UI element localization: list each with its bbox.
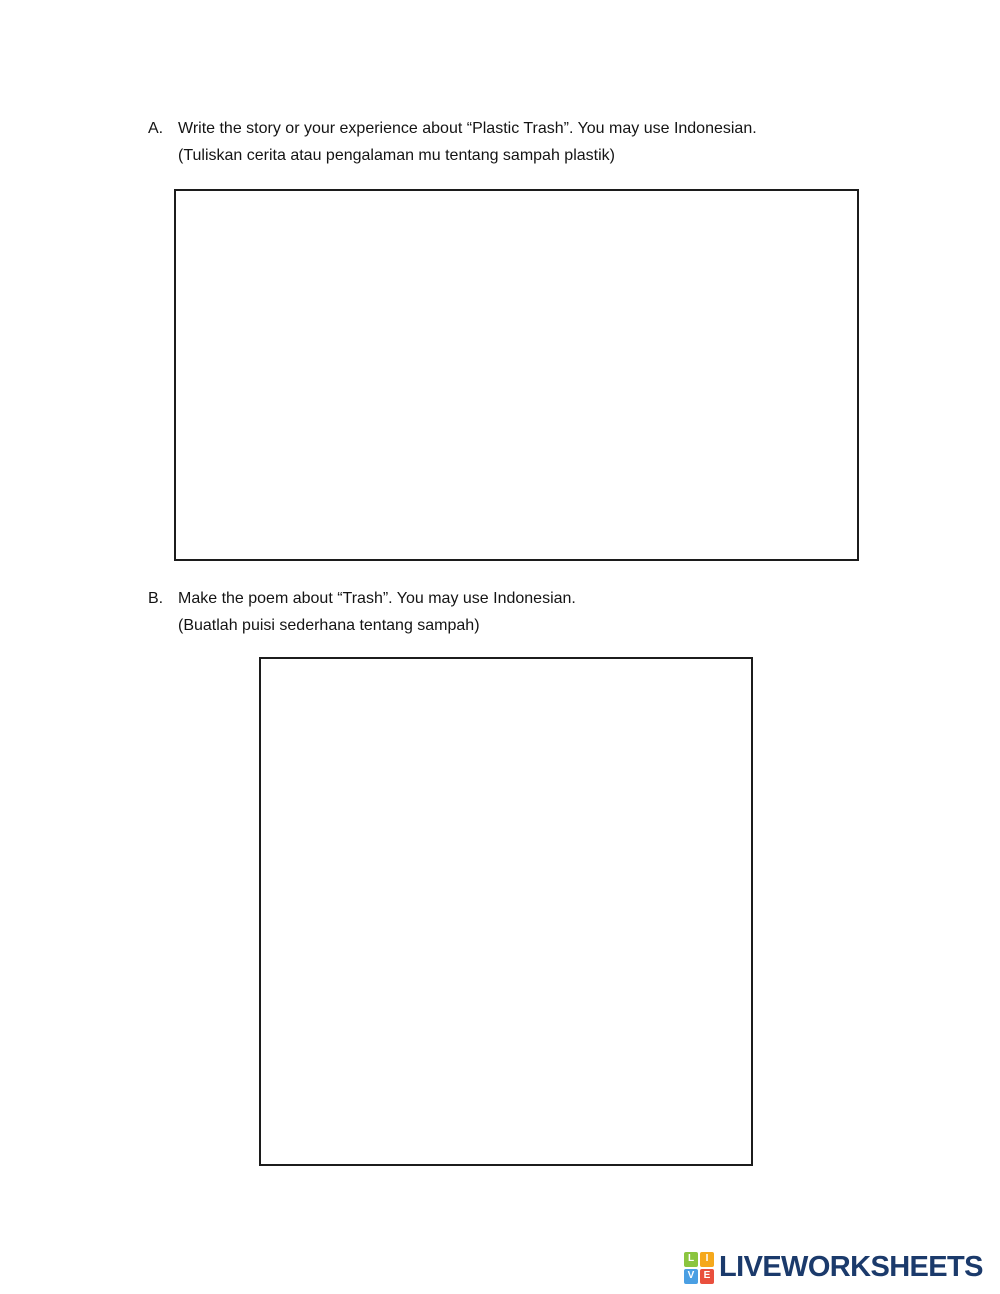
question-b-text <box>178 585 928 639</box>
liveworksheets-logo <box>684 1251 983 1284</box>
question-b <box>148 585 928 639</box>
liveworksheets-tiles-icon <box>684 1252 714 1284</box>
question-a-line1: Write the story or your experience about “Plastic Trash”. You may use Indonesian. <box>178 120 757 137</box>
logo-tile-v: V <box>684 1269 698 1284</box>
answer-box-a[interactable] <box>174 189 859 561</box>
liveworksheets-wordmark: LIVEWORKSHEETS <box>719 1251 983 1283</box>
question-b-line2: (Buatlah puisi sederhana tentang sampah) <box>178 617 480 634</box>
answer-box-b[interactable] <box>259 657 753 1166</box>
logo-tile-i: I <box>700 1252 714 1267</box>
question-a-text <box>178 115 928 169</box>
logo-tile-e: E <box>700 1269 714 1284</box>
question-a <box>148 115 928 169</box>
question-b-line1: Make the poem about “Trash”. You may use Indonesian. <box>178 590 576 607</box>
question-a-marker: A. <box>148 120 164 137</box>
question-a-line2: (Tuliskan cerita atau pengalaman mu tentang sampah plastik) <box>178 147 615 164</box>
logo-tile-l: L <box>684 1252 698 1267</box>
question-b-marker: B. <box>148 590 164 607</box>
